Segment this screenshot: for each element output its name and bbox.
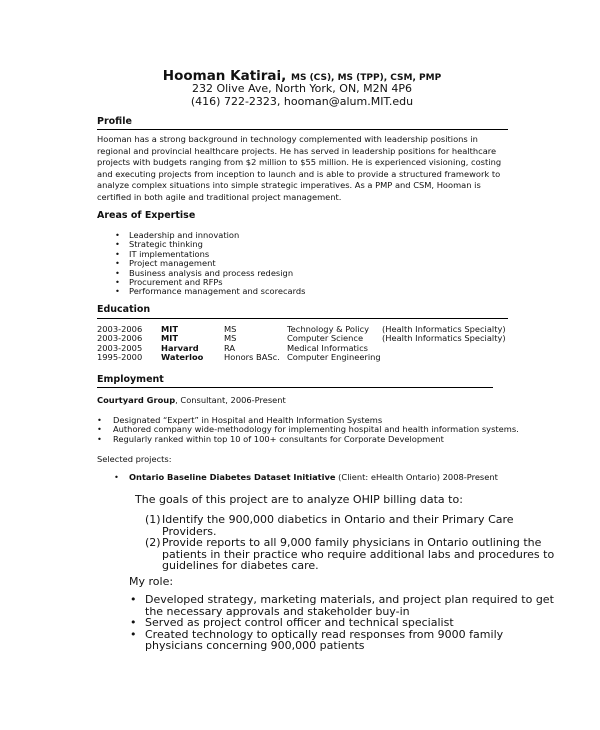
bullet: • bbox=[115, 248, 120, 259]
profile-heading: Profile bbox=[97, 116, 132, 127]
goals-list bbox=[145, 514, 554, 572]
project-line bbox=[114, 473, 498, 482]
profile-line: regional and provincial healthcare projects. He has served in leadership positions for healthcare bbox=[97, 145, 497, 156]
education-school: MIT bbox=[161, 324, 179, 334]
education-field: Computer Engineering bbox=[287, 352, 381, 363]
education-school: Harvard bbox=[161, 342, 199, 353]
expertise-list bbox=[115, 231, 305, 297]
goal-text bbox=[162, 537, 554, 572]
name: Hooman Katirai, bbox=[162, 68, 287, 84]
education-years: 2003-2006 bbox=[97, 324, 143, 334]
goal-line: Identify the 900,000 diabetics in Ontario and their Primary Care bbox=[162, 513, 514, 526]
employment-bullets bbox=[97, 416, 519, 444]
bullet: • bbox=[115, 267, 120, 278]
profile-rule bbox=[97, 129, 508, 130]
education-school: MIT bbox=[161, 333, 179, 344]
education-heading: Education bbox=[97, 304, 151, 315]
employment-heading: Employment bbox=[97, 374, 164, 385]
bullet: • bbox=[130, 593, 137, 606]
employment-rule bbox=[97, 387, 493, 388]
goal-line: Provide reports to all 9,000 family physicians in Ontario outlining the bbox=[162, 536, 542, 550]
education-note bbox=[382, 344, 512, 353]
education-table bbox=[97, 325, 512, 363]
bullet-text: Designated “Expert” in Hospital and Health Information Systems bbox=[113, 415, 383, 425]
education-note: (Health Informatics Specialty) bbox=[382, 333, 506, 344]
profile-text bbox=[97, 134, 501, 204]
goal-number: (2) bbox=[145, 536, 161, 550]
goal-item bbox=[145, 537, 554, 572]
address: 232 Olive Ave, North York, ON, M2N 4P6 bbox=[191, 82, 413, 95]
expertise-label: Procurement and RFPs bbox=[129, 277, 223, 288]
employer-line bbox=[97, 396, 286, 405]
project-meta: (Client: eHealth Ontario) 2008-Present bbox=[335, 472, 498, 482]
bullet-text: Authored company wide-methodology for implementing hospital and health information systems. bbox=[113, 424, 519, 435]
expertise-label: Performance management and scorecards bbox=[129, 286, 306, 297]
bullet: • bbox=[97, 424, 102, 435]
goal-item bbox=[145, 514, 554, 537]
role-line: the necessary approvals and stakeholder buy-in bbox=[145, 604, 410, 618]
job-role: , Consultant, 2006-Present bbox=[175, 395, 286, 405]
education-note: (Health Informatics Specialty) bbox=[382, 324, 506, 334]
profile-line: certified in both agile and traditional project management. bbox=[97, 191, 342, 202]
education-degree: RA bbox=[224, 342, 236, 353]
bullet: • bbox=[97, 433, 102, 444]
education-years: 2003-2005 bbox=[97, 342, 143, 353]
expertise-label: Leadership and innovation bbox=[129, 230, 240, 240]
employment-bullet bbox=[97, 435, 519, 444]
bullet: • bbox=[115, 277, 120, 288]
education-field: Technology & Policy bbox=[287, 324, 370, 334]
role-line: Developed strategy, marketing materials, and project plan required to get bbox=[145, 593, 554, 606]
profile-line: and executing projects from inception to launch and is able to provide a structured framework to bbox=[97, 168, 501, 179]
role-line: physicians concerning 900,000 patients bbox=[145, 639, 365, 653]
education-years: 2003-2006 bbox=[97, 333, 143, 344]
education-degree: Honors BASc. bbox=[224, 352, 280, 363]
bullet: • bbox=[114, 472, 119, 482]
profile-line: Hooman has a strong background in technology complemented with leadership positions in bbox=[97, 134, 478, 144]
education-note bbox=[382, 353, 512, 362]
goal-number: (1) bbox=[145, 513, 161, 526]
goal-line: Providers. bbox=[162, 524, 217, 538]
role-item bbox=[130, 629, 554, 652]
education-field: Computer Science bbox=[287, 333, 364, 344]
bullet-text: Regularly ranked within top 10 of 100+ consultants for Corporate Development bbox=[113, 433, 444, 444]
contact: (416) 722-2323, hooman@alum.MIT.edu bbox=[190, 95, 414, 108]
education-field: Medical Informatics bbox=[287, 342, 368, 353]
education-years: 1995-2000 bbox=[97, 352, 143, 363]
role-text bbox=[145, 594, 554, 617]
bullet: • bbox=[115, 230, 120, 240]
bullet: • bbox=[130, 616, 137, 630]
education-rule bbox=[97, 318, 508, 319]
role-list bbox=[130, 594, 554, 652]
role-line: Created technology to optically read responses from 9000 family bbox=[145, 627, 504, 641]
expertise-label: Project management bbox=[129, 258, 216, 269]
goal-text bbox=[162, 514, 514, 537]
goal-line: patients in their practice who require additional labs and procedures to bbox=[162, 547, 555, 561]
bullet: • bbox=[97, 415, 102, 425]
credentials: MS (CS), MS (TPP), CSM, PMP bbox=[291, 73, 442, 83]
bullet: • bbox=[130, 627, 137, 641]
expertise-label: Business analysis and process redesign bbox=[129, 267, 294, 278]
profile-line: projects with budgets ranging from $2 million to $55 million. He is experienced visioning, costing bbox=[97, 157, 502, 168]
company-name: Courtyard Group bbox=[97, 395, 176, 405]
role-item bbox=[130, 594, 554, 617]
profile-line: analyze complex situations into simple strategic imperatives. As a PMP and CSM, Hooman is bbox=[97, 180, 481, 191]
education-row bbox=[97, 353, 512, 362]
education-degree: MS bbox=[224, 333, 237, 344]
expertise-item bbox=[115, 287, 305, 296]
role-line: Served as project control officer and technical specialist bbox=[145, 616, 454, 630]
expertise-label: IT implementations bbox=[129, 248, 210, 259]
selected-projects-label: Selected projects: bbox=[97, 454, 172, 464]
bullet: • bbox=[115, 239, 120, 250]
bullet: • bbox=[115, 258, 120, 269]
bullet: • bbox=[115, 286, 120, 297]
role-label: My role: bbox=[129, 575, 174, 588]
expertise-label: Strategic thinking bbox=[129, 239, 203, 250]
goals-intro: The goals of this project are to analyze OHIP billing data to: bbox=[135, 493, 463, 506]
education-degree: MS bbox=[224, 324, 237, 334]
role-text bbox=[145, 629, 503, 652]
education-school: Waterloo bbox=[161, 352, 204, 363]
goal-line: guidelines for diabetes care. bbox=[162, 559, 319, 573]
expertise-heading: Areas of Expertise bbox=[97, 210, 196, 221]
project-name: Ontario Baseline Diabetes Dataset Initiative bbox=[129, 472, 336, 482]
